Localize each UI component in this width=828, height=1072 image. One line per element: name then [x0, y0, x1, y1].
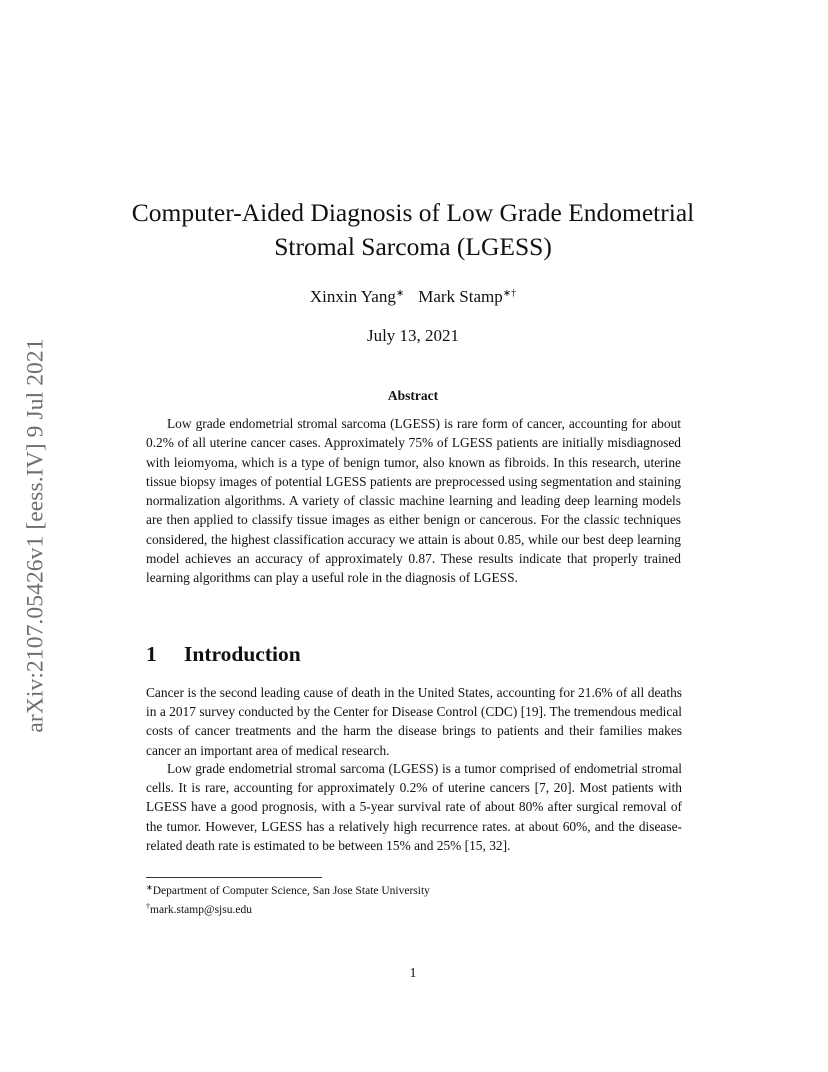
section-heading: [146, 642, 686, 667]
publication-date: July 13, 2021: [366, 326, 460, 345]
author-name: Mark Stamp: [418, 287, 503, 306]
footnote: [146, 880, 686, 899]
footnote: [146, 899, 686, 918]
abstract-heading: Abstract: [387, 388, 439, 403]
footnote-email: mark.stamp@sjsu.edu: [150, 904, 252, 916]
author-name: Xinxin Yang: [309, 287, 396, 306]
footnote-rule: [146, 877, 322, 878]
author-list: [100, 287, 726, 307]
arxiv-identifier: arXiv:2107.05426v1 [eess.IV] 9 Jul 2021: [22, 337, 49, 733]
arxiv-stamp: [13, 305, 59, 765]
abstract-text: Low grade endometrial stromal sarcoma (LGESS) is rare form of cancer, accounting for about 0.2% of all uterine cancer cases. Approximately 75% of LGESS patients are initially misdiagnosed with leiomyoma, which is a type of benign tumor, also known as fibroids. In this research, uterine tissue biopsy images of potential LGESS patients are preprocessed using segmentation and staining normalization algorithms. A variety of classic machine learning and leading deep learning models are then applied to classify tissue images as either benign or cancerous. For the classic techniques considered, the highest classification accuracy we attain is about 0.85, while our best deep learning model achieves an accuracy of approximately 0.87. These results indicate that properly trained learning algorithms can play a useful role in the diagnosis of LGESS.: [146, 416, 681, 586]
paper-title: Computer-Aided Diagnosis of Low Grade Endometrial Stromal Sarcoma (LGESS): [131, 198, 695, 261]
footnotes: [146, 880, 686, 918]
footnote-mark: †: [146, 902, 150, 911]
page-number: 1: [409, 966, 417, 981]
footnote-text: Department of Computer Science, San Jose State University: [152, 885, 430, 897]
footnote-mark: ∗: [146, 883, 153, 892]
body-paragraph: Low grade endometrial stromal sarcoma (LGESS) is a tumor comprised of endometrial stromal cells. It is rare, accounting for approximately 0.2% of uterine cancers [7, 20]. Most patients with LGESS have a good prognosis, with a 5-year survival rate of about 80% after surgical removal of the tumor. However, LGESS has a relatively high recurrence rates. at about 60%, and the disease-related death rate is estimated to be between 15% and 25% [15, 32].: [146, 761, 682, 853]
author-affiliation-mark: ∗: [395, 288, 405, 299]
body-paragraph: Cancer is the second leading cause of death in the United States, accounting for 21.6% of all deaths in a 2017 survey conducted by the Center for Disease Control (CDC) [19]. The tremendous medical costs of cancer treatments and the harm the disease brings to patients and their families makes cancer an important area of medical research.: [146, 685, 682, 758]
section-title: Introduction: [184, 642, 301, 666]
section-number: 1: [146, 642, 157, 666]
author-affiliation-mark: ∗†: [502, 288, 517, 299]
